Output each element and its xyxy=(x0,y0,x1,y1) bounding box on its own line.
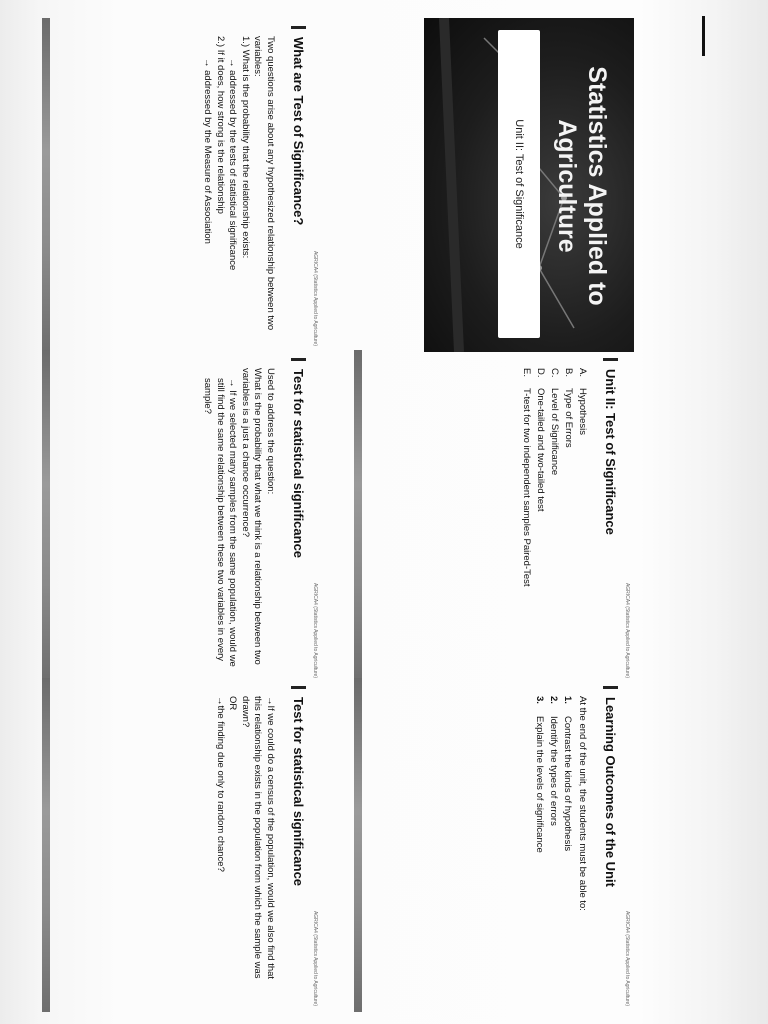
slide-heading: Learning Outcomes of the Unit xyxy=(603,697,618,887)
pen-mark xyxy=(702,16,705,56)
body-text: 1.) What is the probability that the relationship exists: xyxy=(240,36,251,259)
heading-accent-bar xyxy=(603,358,618,361)
deck-title: Statistics Applied to Agriculture xyxy=(553,66,611,306)
slide-heading: Test for statistical significance xyxy=(291,697,306,887)
heading-accent-bar xyxy=(291,686,306,689)
slide-what-are-tests xyxy=(40,18,322,352)
list-item: 1. Contrast the kinds of hypothesis xyxy=(562,696,574,852)
body-text: What is the probability that what we think is a relationship between two variables is a just a chance occurrence? xyxy=(240,368,264,665)
body-text: 2.) If it does, how strong is the relationship xyxy=(215,36,226,214)
list-item: A. Hypothesis xyxy=(577,368,588,435)
heading-accent-bar xyxy=(291,358,306,361)
body-text: OR xyxy=(227,696,239,711)
course-tag: AGRICA4 (Statistics Applied to Agriculture) xyxy=(624,582,630,678)
slide-footer-bar xyxy=(42,350,50,684)
slide-learning-outcomes xyxy=(352,678,634,1012)
slide-test-significance-2 xyxy=(40,678,322,1012)
body-text: → addressed by the tests of statistical significance xyxy=(227,58,239,271)
list-item: 3. Explain the levels of significance xyxy=(534,696,546,853)
body-text: Used to address the question: xyxy=(265,368,276,495)
intro-text: At the end of the unit, the students must be able to: xyxy=(577,696,588,911)
course-tag: AGRICA4 (Statistics Applied to Agriculture) xyxy=(312,910,318,1006)
list-item: C. Level of Significance xyxy=(549,368,560,476)
title-slide-background xyxy=(424,18,634,352)
body-text: →the finding due only to random chance? xyxy=(215,696,226,872)
slide-footer-bar xyxy=(354,678,362,1012)
slide-outline xyxy=(352,350,634,684)
slide-footer-bar xyxy=(354,350,362,684)
slide-heading: What are Test of Significance? xyxy=(291,37,306,226)
list-item: B. Type of Errors xyxy=(563,368,574,448)
slide-heading: Unit II: Test of Significance xyxy=(603,369,618,535)
slide-heading: Test for statistical significance xyxy=(291,369,306,559)
slide-footer-bar xyxy=(42,18,50,352)
deck-subtitle: Unit II: Test of Significance xyxy=(498,30,540,338)
body-text: Two questions arise about any hypothesized relationship between two variables: xyxy=(252,36,276,331)
heading-accent-bar xyxy=(603,686,618,689)
course-tag: AGRICA4 (Statistics Applied to Agriculture) xyxy=(312,582,318,678)
heading-accent-bar xyxy=(291,26,306,29)
list-item: 2. Identify the types of errors xyxy=(548,696,560,826)
body-text: → addressed by the Measure of Association xyxy=(202,58,214,244)
list-item: E. T-test for two independent samples Paired-Test xyxy=(521,368,532,587)
list-item: D. One-tailed and two-tailed test xyxy=(535,368,546,512)
slide-title xyxy=(352,18,634,352)
slide-test-significance-1 xyxy=(40,350,322,684)
body-text: → If we selected many samples from the same population, would we still find the same relationship between these two variables in every sample? xyxy=(202,378,239,667)
course-tag: AGRICA4 (Statistics Applied to Agriculture) xyxy=(624,910,630,1006)
slide-footer-bar xyxy=(42,678,50,1012)
body-text: →If we could do a census of the population, would we also find that this relationship exists in the population from which the sample was drawn? xyxy=(240,696,276,980)
course-tag: AGRICA4 (Statistics Applied to Agriculture) xyxy=(312,250,318,346)
